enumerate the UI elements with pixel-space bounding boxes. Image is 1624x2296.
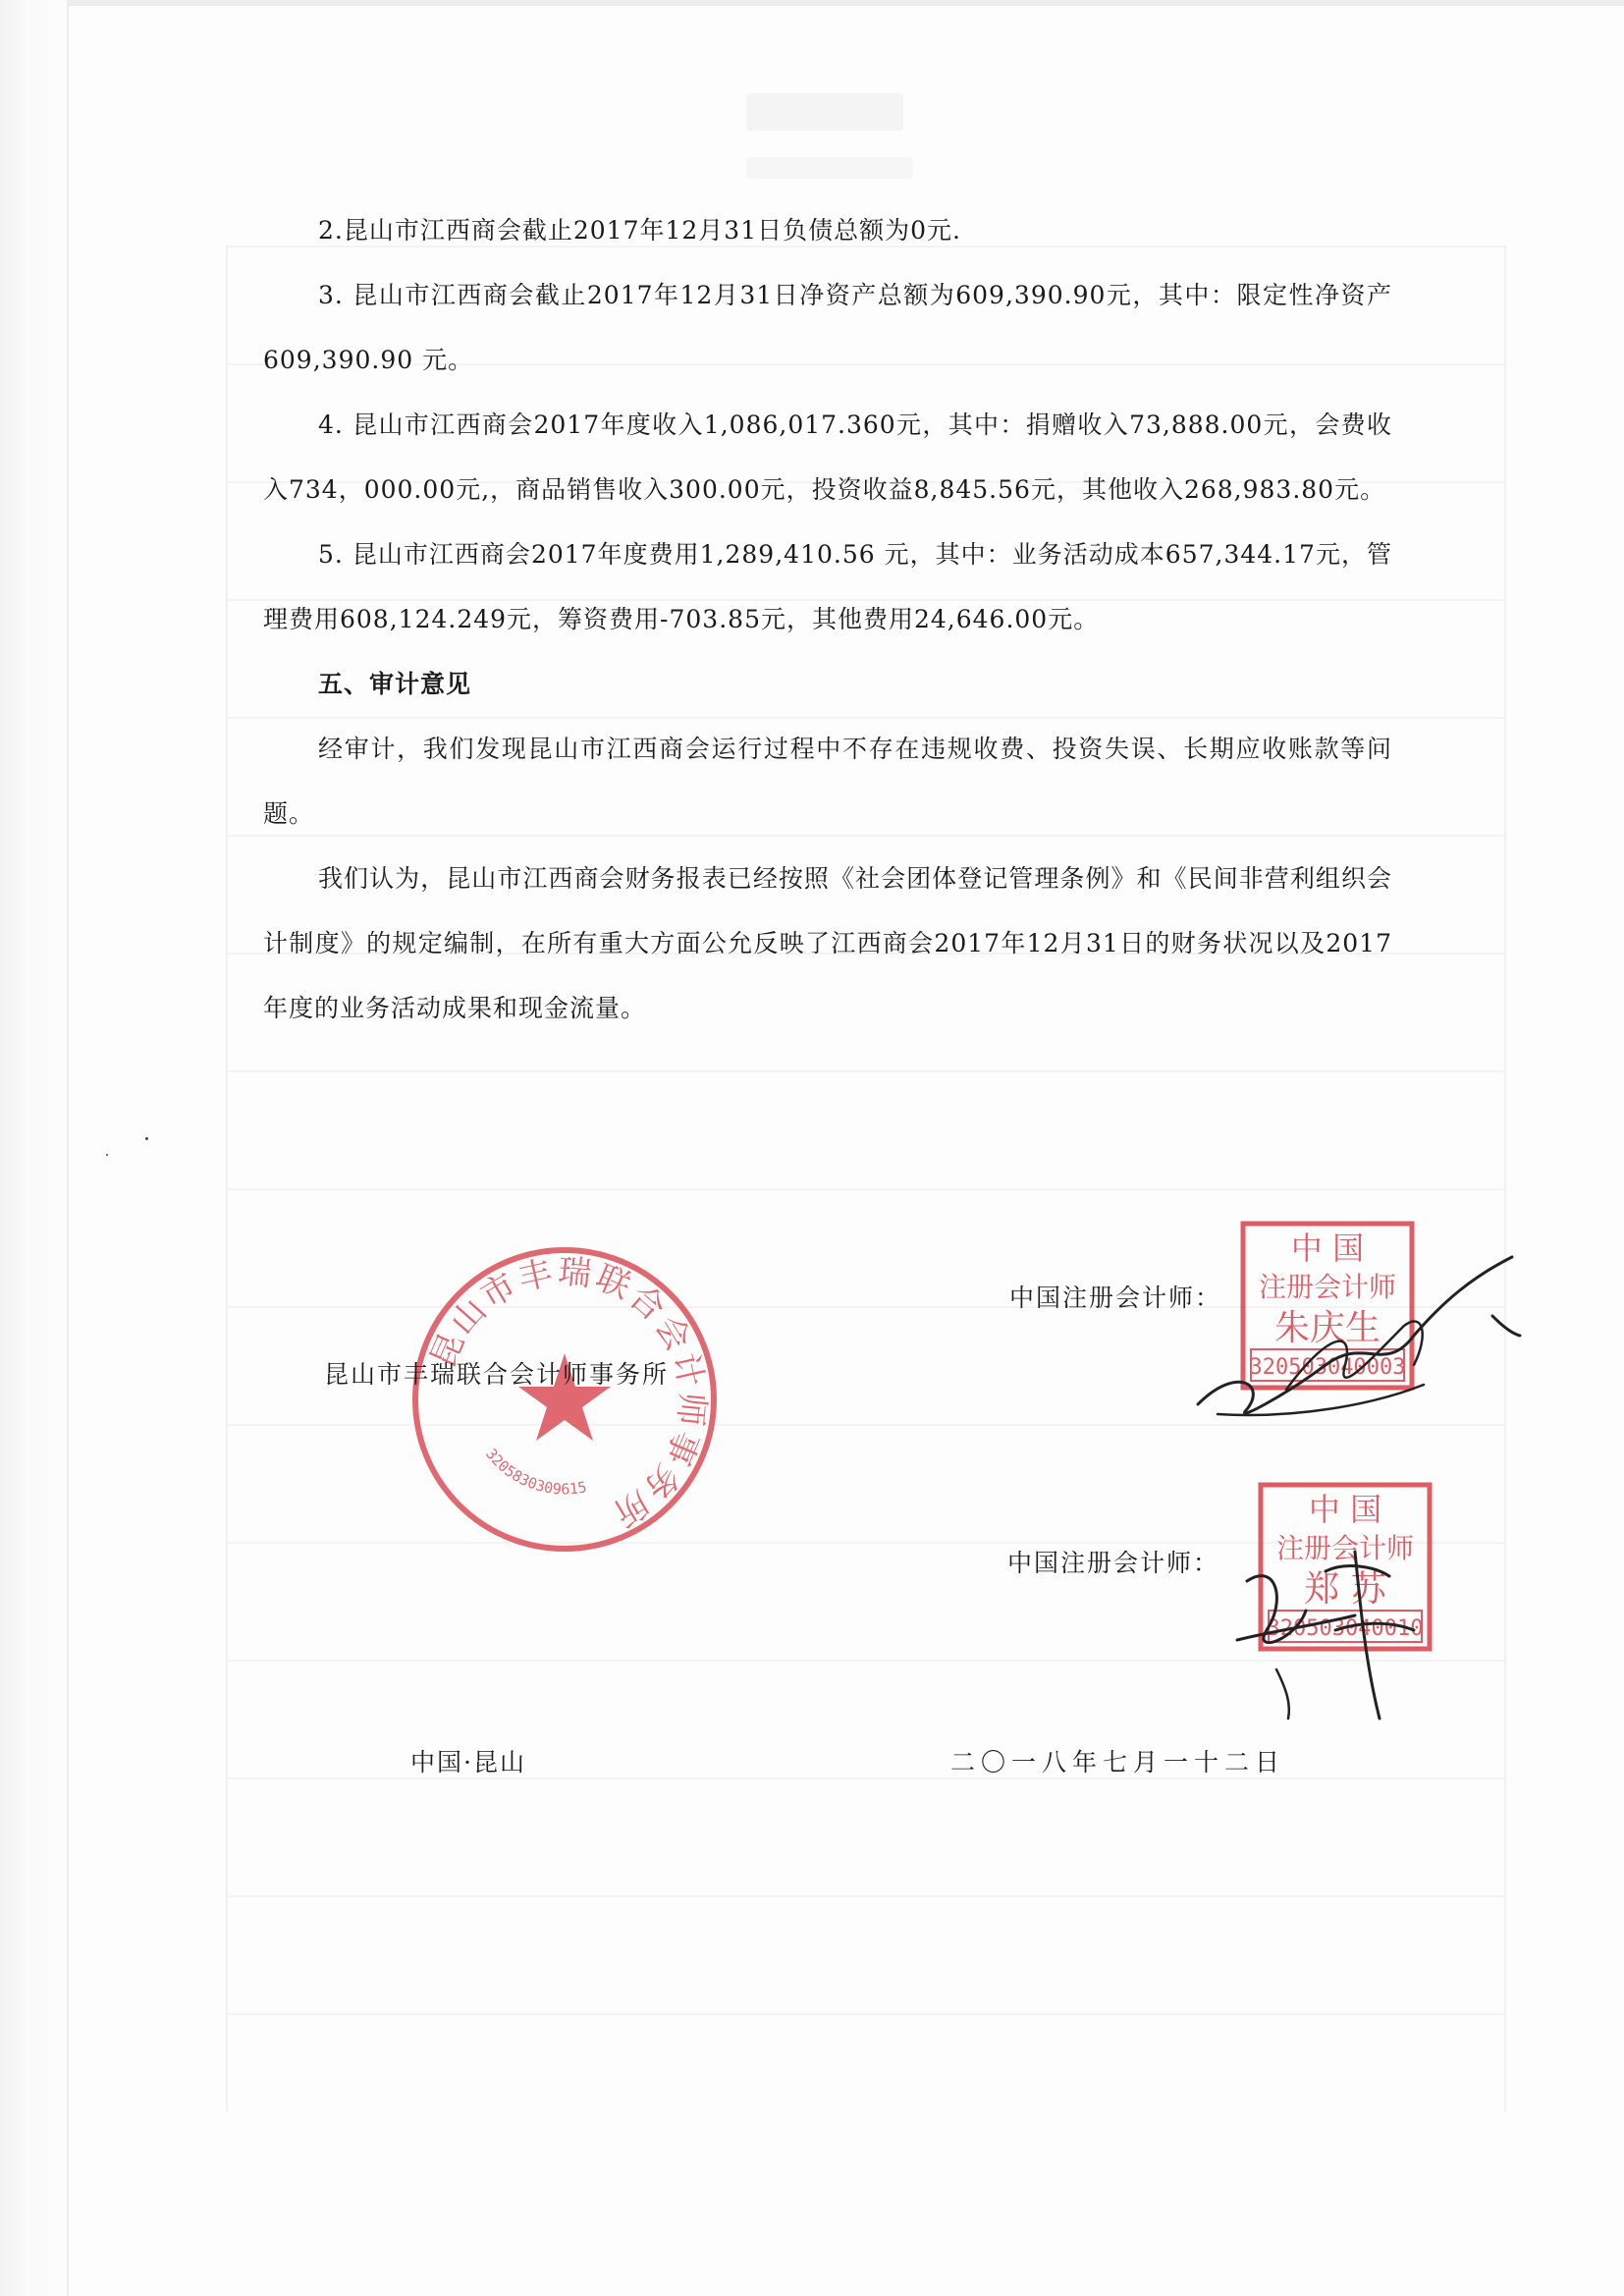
scan-left-edge-line [67, 0, 69, 2296]
paragraph-liabilities: 2.昆山市江西商会截止2017年12月31日负债总额为0元. [318, 216, 961, 245]
scan-left-edge [0, 0, 69, 2296]
signature-2 [1218, 1532, 1453, 1728]
firm-seal [403, 1237, 727, 1561]
paragraph-expenses: 5. 昆山市江西商会2017年度费用1,289,410.56 元，其中：业务活动成本657,344.17元，管理费用608,124.249元，筹资费用-703.85元，其他费用24,646.00元。 [263, 540, 1392, 633]
paragraph-audit-finding: 经审计，我们发现昆山市江西商会运行过程中不存在违规收费、投资失误、长期应收账款等问题。 [263, 735, 1392, 828]
svg-text:320503040010: 320503040010 [1267, 1616, 1424, 1641]
section-heading-audit-opinion: 五、审计意见 [318, 670, 472, 698]
svg-text:注册会计师: 注册会计师 [1275, 1532, 1415, 1564]
signing-place: 中国·昆山 [410, 1748, 526, 1777]
paragraph-income: 4. 昆山市江西商会2017年度收入1,086,017.360元，其中：捐赠收入73,888.00元，会费收入734，000.00元,，商品销售收入300.00元，投资收益8,845.56元，其他收入268,983.80元。 [263, 410, 1392, 504]
signing-date: 二〇一八年七月一十二日 [950, 1748, 1286, 1777]
bleed-through-subtitle [746, 157, 913, 179]
firm-seal-text: 昆山市丰瑞联合会计师事务所 [422, 1251, 713, 1535]
svg-text:320503040003: 320503040003 [1249, 1355, 1406, 1380]
report-body [263, 198, 1392, 1041]
signature-1 [1178, 1218, 1532, 1434]
scan-top-edge [0, 0, 1624, 6]
svg-text:中 国: 中 国 [1308, 1491, 1382, 1528]
firm-seal-number: 3205830309615 [481, 1445, 588, 1499]
svg-text:朱庆生: 朱庆生 [1273, 1308, 1381, 1348]
cpa-label-2: 中国注册会计师： [1007, 1549, 1220, 1577]
firm-name: 昆山市丰瑞联合会计师事务所 [324, 1360, 670, 1389]
bleed-through-title [746, 93, 903, 131]
cpa-label-1: 中国注册会计师： [1009, 1284, 1222, 1312]
svg-text:注册会计师: 注册会计师 [1258, 1271, 1397, 1303]
paragraph-net-assets: 3. 昆山市江西商会截止2017年12月31日净资产总额为609,390.90元，其中：限定性净资产609,390.90 元。 [263, 281, 1392, 374]
scan-speck [106, 1154, 108, 1156]
svg-text:中 国: 中 国 [1290, 1230, 1365, 1267]
paragraph-audit-opinion: 我们认为，昆山市江西商会财务报表已经按照《社会团体登记管理条例》和《民间非营利组织会计制度》的规定编制，在所有重大方面公允反映了江西商会2017年12月31日的财务状况以及2017年度的业务活动成果和现金流量。 [263, 864, 1392, 1022]
scan-speck [145, 1137, 148, 1140]
svg-text:郑 苏: 郑 苏 [1304, 1569, 1386, 1610]
